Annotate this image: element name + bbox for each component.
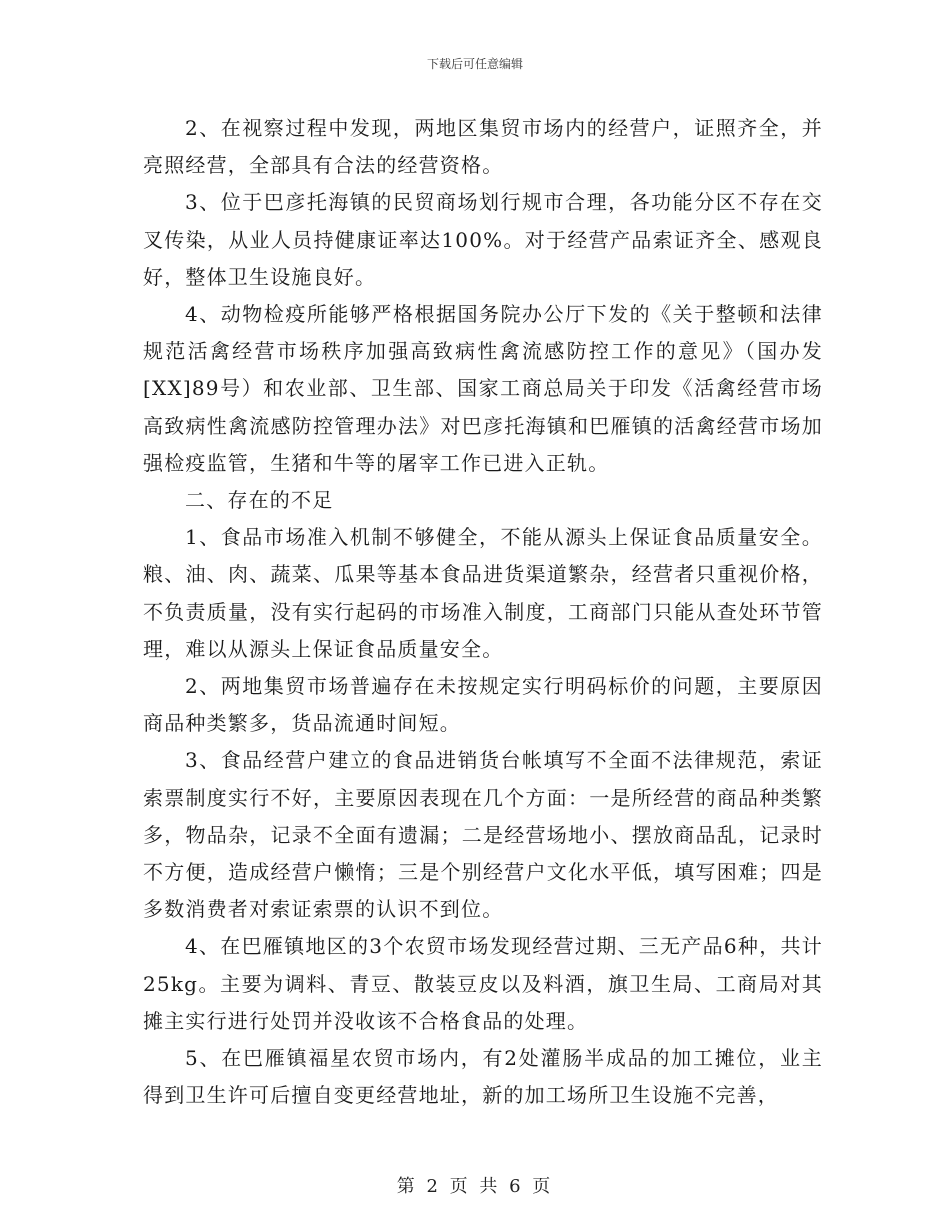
paragraph: 4、动物检疫所能够严格根据国务院办公厅下发的《关于整顿和法律规范活禽经营市场秩序加强高致病性禽流感防控工作的意见》（国办发[XX]89号）和农业部、卫生部、国家工商总局关于印发《活禽经营市场高致病性禽流感防控管理办法》对巴彦托海镇和巴雁镇的活禽经营市场加强检疫监管，生猪和牛等的屠宰工作已进入正轨。 [143, 302, 823, 475]
paragraph: 2、在视察过程中发现，两地区集贸市场内的经营户，证照齐全，并亮照经营，全部具有合法的经营资格。 [143, 116, 823, 178]
document-body [143, 110, 823, 1114]
paragraph: 4、在巴雁镇地区的3个农贸市场发现经营过期、三无产品6种，共计25kg。主要为调料、青豆、散装豆皮以及料酒，旗卫生局、工商局对其摊主实行进行处罚并没收该不合格食品的处理。 [143, 934, 823, 1033]
page-footer: 第 2 页 共 6 页 [396, 1176, 554, 1197]
paragraph: 3、食品经营户建立的食品进销货台帐填写不全面不法律规范，索证索票制度实行不好，主要原因表现在几个方面：一是所经营的商品种类繁多，物品杂，记录不全面有遗漏；二是经营场地小、摆放商品乱，记录时不方便，造成经营户懒惰；三是个别经营户文化水平低，填写困难；四是多数消费者对索证索票的认识不到位。 [143, 748, 823, 922]
paragraph: 3、位于巴彦托海镇的民贸商场划行规市合理，各功能分区不存在交叉传染，从业人员持健康证率达100%。对于经营产品索证齐全、感观良好，整体卫生设施良好。 [143, 190, 823, 289]
paragraph: 5、在巴雁镇福星农贸市场内，有2处灌肠半成品的加工摊位，业主得到卫生许可后擅自变更经营地址，新的加工场所卫生设施不完善， [143, 1046, 823, 1108]
paragraph: 1、食品市场准入机制不够健全，不能从源头上保证食品质量安全。粮、油、肉、蔬菜、瓜果等基本食品进货渠道繁杂，经营者只重视价格，不负责质量，没有实行起码的市场准入制度，工商部门只能从查处环节管理，难以从源头上保证食品质量安全。 [143, 525, 823, 661]
page-header: 下载后可任意编辑 [426, 57, 523, 71]
paragraph: 2、两地集贸市场普遍存在未按规定实行明码标价的问题，主要原因商品种类繁多，货品流通时间短。 [143, 674, 823, 736]
section-heading: 二、存在的不足 [185, 488, 334, 513]
